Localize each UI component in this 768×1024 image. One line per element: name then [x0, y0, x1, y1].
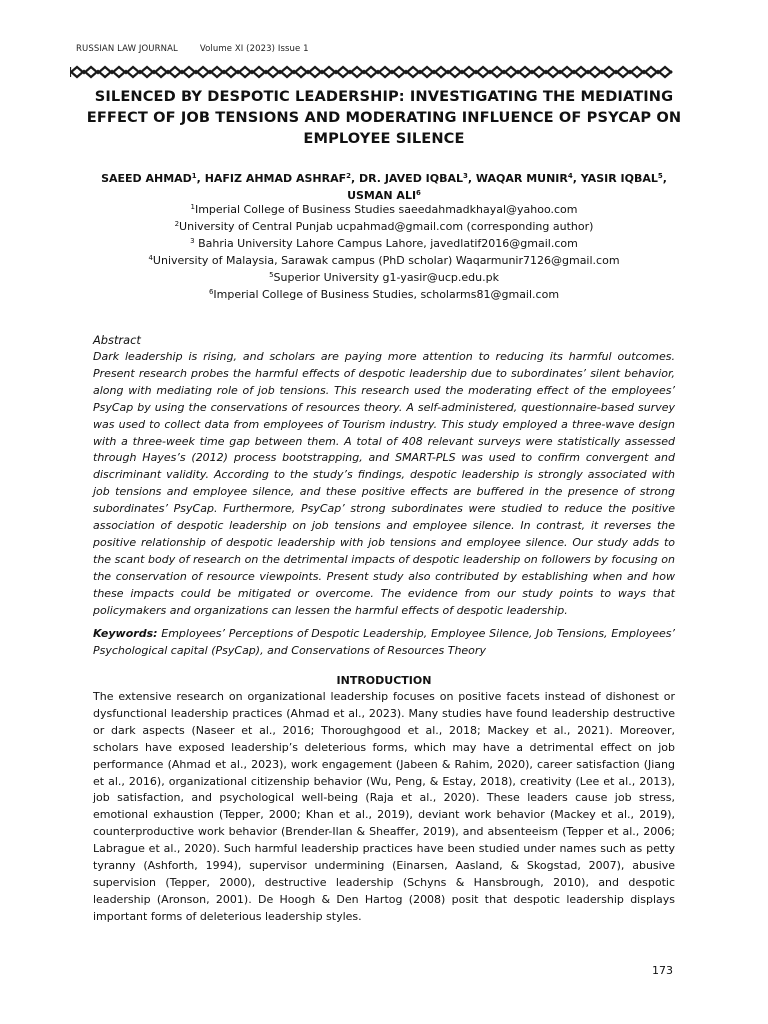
author-list: SAEED AHMAD$^1$, HAFIZ AHMAD ASHRAF$^2$, DR. JAVED IQBAL$^3$, WAQAR MUNIR$^4$, YASIR IQBAL$^5$, USMAN ALI$^6$	[101, 172, 667, 202]
page-number: 173	[652, 964, 673, 977]
affiliation-line: $^3$ Bahria University Lahore Campus Lahore, javedlatif2016@gmail.com	[190, 236, 578, 250]
affiliation-line: $^5$Superior University g1-yasir@ucp.edu.pk	[269, 270, 499, 284]
keywords-label: Keywords:	[93, 627, 158, 640]
affiliation-line: $^2$University of Central Punjab ucpahmad@gmail.com (corresponding author)	[174, 219, 594, 233]
affiliation-line: $^4$University of Malaysia, Sarawak campus (PhD scholar) Waqarmunir7126@gmail.com	[148, 253, 620, 267]
running-header	[76, 44, 309, 54]
journal-name: RUSSIAN LAW JOURNAL	[76, 44, 178, 54]
introduction-text: The extensive research on organizational leadership focuses on positive facets instead of dishonest or dysfunctional leadership practices (Ahmad et al., 2023). Many studies have found leadership destructive or dark aspects (Naseer et al., 2016; Thoroughgood et al., 2018; Mackey et al., 2021). Moreover, scholars have exposed leadership’s deleterious forms, which may have a detrimental effect on job performance (Ahmad et al., 2023), work engagement (Jabeen & Rahim, 2020), career satisfaction (Jiang et al., 2016), organizational citizenship behavior (Wu, Peng, & Estay, 2018), creativity (Lee et al., 2013), job satisfaction, and psychological well-being (Raja et al., 2020). These leaders cause job stress, emotional exhaustion (Tepper, 2000; Khan et al., 2019), deviant work behavior (Mackey et al., 2019), counterproductive work behavior (Brender-Ilan & Sheaffer, 2019), and absenteeism (Tepper et al., 2006; Labrague et al., 2020). Such harmful leadership practices have been studied under names such as petty tyranny (Ashforth, 1994), supervisor undermining (Einarsen, Aasland, & Skogstad, 2007), abusive supervision (Tepper, 2000), destructive leadership (Schyns & Hansbrough, 2010), and despotic leadership (Aronson, 2001). De Hoogh & Den Hartog (2008) posit that despotic leadership displays important forms of deleterious leadership styles.	[93, 690, 675, 923]
author: SAEED AHMAD$^1$	[101, 172, 197, 185]
affiliation-line: $^1$Imperial College of Business Studies saeedahmadkhayal@yahoo.com	[190, 203, 578, 216]
author: DR. JAVED IQBAL$^3$	[359, 172, 468, 185]
abstract-heading: Abstract	[93, 333, 141, 347]
author: WAQAR MUNIR$^4$	[475, 172, 573, 185]
author: USMAN ALI$^6$	[347, 189, 421, 202]
abstract-text: Dark leadership is rising, and scholars are paying more attention to reducing its harmful outcomes. Present research probes the harmful effects of despotic leadership due to subordinates’ silent behavior, along with mediating role of job tensions. This research used the moderating effect of the employees’ PsyCap by using the conservations of resources theory. A self-administered, questionnaire-based survey was used to collect data from employees of Tourism industry. This study employed a three-wave design with a three-week time gap between them. A total of 408 relevant surveys were statistically assessed through Hayes’s (2012) process bootstrapping, and SMART-PLS was used to confirm convergent and discriminant validity. According to the study’s findings, despotic leadership is strongly associated with job tensions and employee silence, and these positive effects are buffered in the presence of strong subordinates’ PsyCap. Furthermore, PsyCap’ strong subordinates were studied to reduce the positive association of despotic leadership on job tensions and employee silence. In contrast, it reverses the positive relationship of despotic leadership with job tensions and employee silence. Our study adds to the scant body of research on the detrimental impacts of despotic leadership on followers by focusing on the conservation of resource viewpoints. Present study also contributed by establishing when and how these impacts could be mitigated or overcome. The evidence from our study points to ways that policymakers and organizations can lessen the harmful effects of despotic leadership.	[93, 350, 675, 617]
keywords-text: Employees’ Perceptions of Despotic Leadership, Employee Silence, Job Tensions, Employees’ Psychological capital (PsyCap), and Conservations of Resources Theory	[93, 627, 675, 657]
paper-title: SILENCED BY DESPOTIC LEADERSHIP: INVESTIGATING THE MEDIATING EFFECT OF JOB TENSIONS AND MODERATING INFLUENCE OF PSYCAP ON EMPLOYEE SILENCE	[86, 88, 682, 147]
section-heading-introduction: INTRODUCTION	[336, 674, 432, 687]
author: HAFIZ AHMAD ASHRAF$^2$	[204, 172, 351, 185]
affiliation-line: $^6$Imperial College of Business Studies, scholarms81@gmail.com	[208, 287, 560, 301]
author: YASIR IQBAL$^5$	[580, 172, 663, 185]
keywords-paragraph	[93, 626, 675, 660]
decorative-zigzag-border	[70, 64, 676, 80]
affiliation-list	[90, 202, 678, 303]
journal-volume: Volume XI (2023) Issue 1	[199, 44, 309, 54]
